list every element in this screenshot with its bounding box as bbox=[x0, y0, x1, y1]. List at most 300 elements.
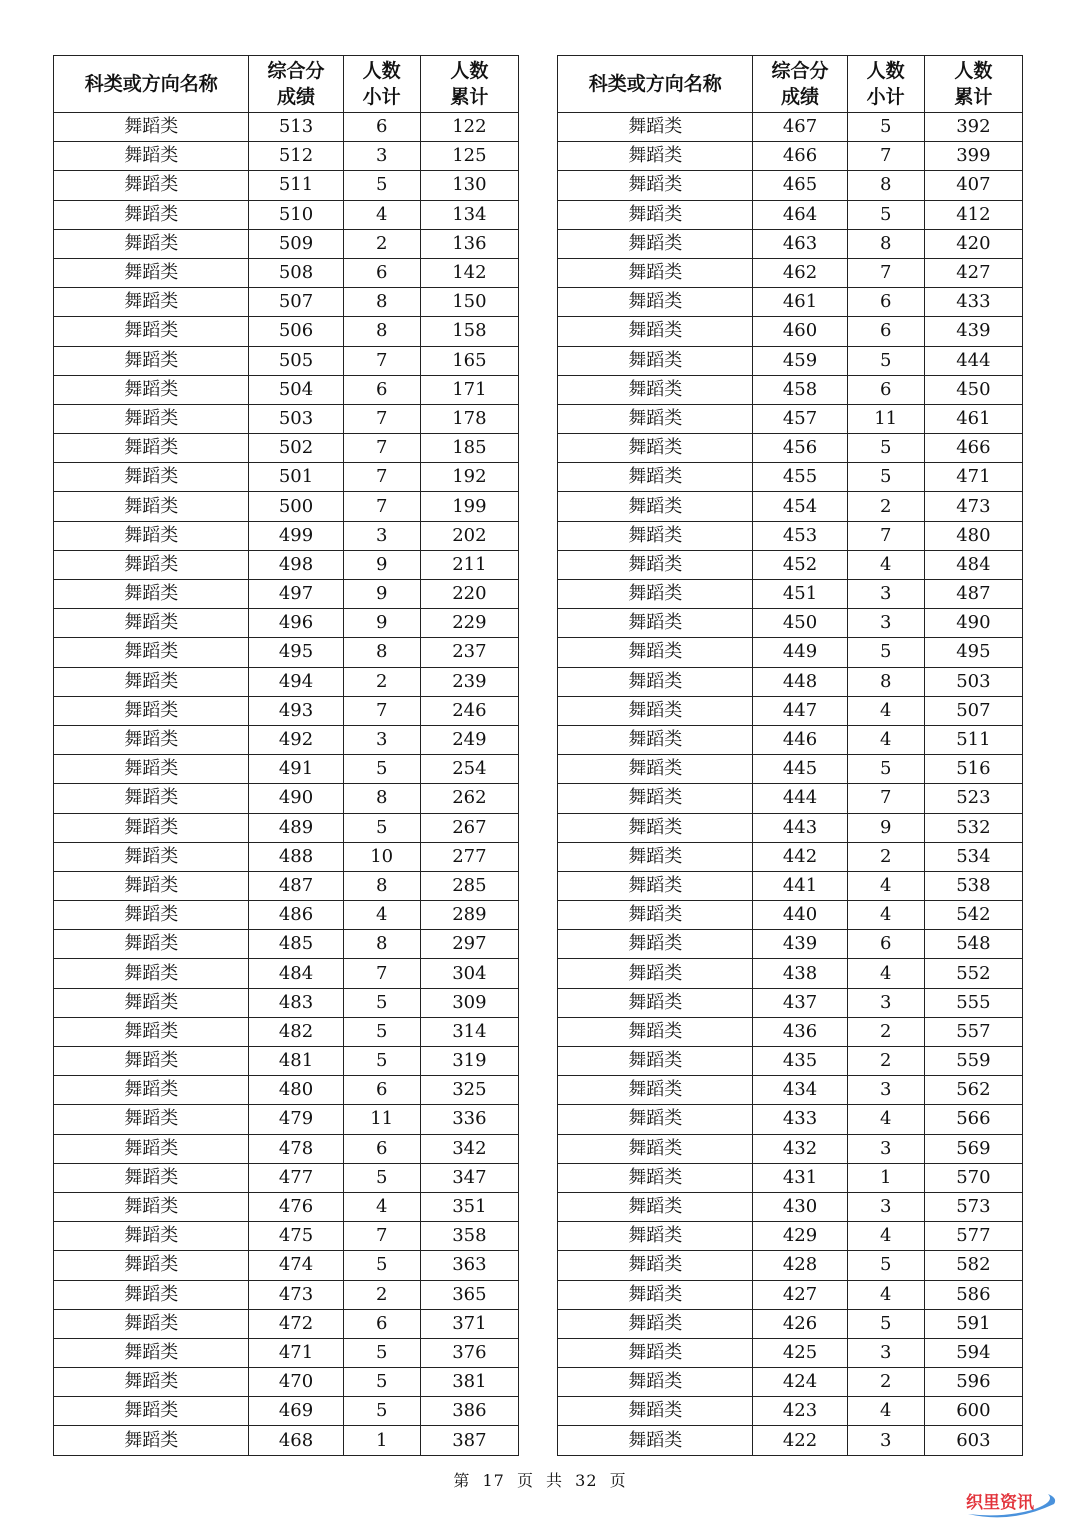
cell-score: 503 bbox=[249, 404, 343, 433]
cell-cumulative: 158 bbox=[420, 317, 518, 346]
cell-score: 487 bbox=[249, 871, 343, 900]
cell-subtotal: 8 bbox=[847, 667, 924, 696]
cell-subtotal: 7 bbox=[343, 346, 420, 375]
table-row bbox=[558, 492, 1023, 521]
cell-subtotal: 5 bbox=[847, 463, 924, 492]
score-table-left bbox=[53, 55, 519, 1456]
table-row bbox=[54, 492, 519, 521]
cell-category-name: 舞蹈类 bbox=[54, 171, 249, 200]
table-row bbox=[54, 113, 519, 142]
table-row bbox=[558, 434, 1023, 463]
cell-score: 458 bbox=[753, 375, 847, 404]
table-row bbox=[558, 346, 1023, 375]
cell-cumulative: 309 bbox=[420, 988, 518, 1017]
table-row bbox=[558, 1017, 1023, 1046]
cell-subtotal: 7 bbox=[343, 1222, 420, 1251]
cell-cumulative: 134 bbox=[420, 200, 518, 229]
cell-subtotal: 5 bbox=[847, 1251, 924, 1280]
cell-category-name: 舞蹈类 bbox=[558, 842, 753, 871]
cell-subtotal: 7 bbox=[343, 463, 420, 492]
cell-category-name: 舞蹈类 bbox=[558, 142, 753, 171]
cell-cumulative: 407 bbox=[924, 171, 1022, 200]
cell-cumulative: 552 bbox=[924, 959, 1022, 988]
cell-score: 492 bbox=[249, 725, 343, 754]
cell-subtotal: 8 bbox=[343, 871, 420, 900]
cell-cumulative: 171 bbox=[420, 375, 518, 404]
cell-category-name: 舞蹈类 bbox=[54, 317, 249, 346]
cell-subtotal: 3 bbox=[847, 1134, 924, 1163]
cell-score: 489 bbox=[249, 813, 343, 842]
cell-category-name: 舞蹈类 bbox=[54, 463, 249, 492]
cell-score: 506 bbox=[249, 317, 343, 346]
cell-cumulative: 319 bbox=[420, 1047, 518, 1076]
table-row bbox=[54, 930, 519, 959]
cell-cumulative: 211 bbox=[420, 550, 518, 579]
cell-subtotal: 7 bbox=[847, 142, 924, 171]
cell-subtotal: 8 bbox=[343, 784, 420, 813]
cell-score: 486 bbox=[249, 901, 343, 930]
cell-subtotal: 2 bbox=[847, 1047, 924, 1076]
cell-category-name: 舞蹈类 bbox=[558, 113, 753, 142]
table-row bbox=[558, 550, 1023, 579]
header-category-name bbox=[558, 56, 753, 113]
cell-cumulative: 246 bbox=[420, 696, 518, 725]
cell-subtotal: 3 bbox=[847, 580, 924, 609]
cell-subtotal: 5 bbox=[343, 1368, 420, 1397]
cell-score: 505 bbox=[249, 346, 343, 375]
table-body-right bbox=[558, 113, 1023, 1456]
cell-category-name: 舞蹈类 bbox=[54, 346, 249, 375]
cell-cumulative: 314 bbox=[420, 1017, 518, 1046]
table-row bbox=[558, 842, 1023, 871]
cell-subtotal: 9 bbox=[847, 813, 924, 842]
cell-subtotal: 3 bbox=[847, 609, 924, 638]
cell-category-name: 舞蹈类 bbox=[54, 434, 249, 463]
cell-subtotal: 6 bbox=[343, 1076, 420, 1105]
cell-category-name: 舞蹈类 bbox=[54, 988, 249, 1017]
cell-cumulative: 387 bbox=[420, 1426, 518, 1455]
cell-cumulative: 392 bbox=[924, 113, 1022, 142]
cell-cumulative: 185 bbox=[420, 434, 518, 463]
cell-cumulative: 365 bbox=[420, 1280, 518, 1309]
cell-cumulative: 538 bbox=[924, 871, 1022, 900]
cell-score: 463 bbox=[753, 229, 847, 258]
cell-score: 457 bbox=[753, 404, 847, 433]
table-row bbox=[558, 696, 1023, 725]
table-row bbox=[558, 1309, 1023, 1338]
cell-category-name: 舞蹈类 bbox=[558, 988, 753, 1017]
cell-category-name: 舞蹈类 bbox=[54, 1192, 249, 1221]
table-row bbox=[558, 1368, 1023, 1397]
cell-cumulative: 229 bbox=[420, 609, 518, 638]
cell-score: 464 bbox=[753, 200, 847, 229]
cell-score: 431 bbox=[753, 1163, 847, 1192]
cell-subtotal: 5 bbox=[343, 171, 420, 200]
cell-category-name: 舞蹈类 bbox=[558, 404, 753, 433]
cell-category-name: 舞蹈类 bbox=[54, 492, 249, 521]
table-row bbox=[54, 609, 519, 638]
cell-category-name: 舞蹈类 bbox=[558, 1309, 753, 1338]
cell-score: 435 bbox=[753, 1047, 847, 1076]
cell-score: 424 bbox=[753, 1368, 847, 1397]
table-row bbox=[54, 142, 519, 171]
cell-score: 461 bbox=[753, 288, 847, 317]
cell-category-name: 舞蹈类 bbox=[558, 171, 753, 200]
cell-subtotal: 8 bbox=[343, 930, 420, 959]
cell-cumulative: 461 bbox=[924, 404, 1022, 433]
table-row bbox=[558, 229, 1023, 258]
cell-subtotal: 11 bbox=[343, 1105, 420, 1134]
cell-score: 484 bbox=[249, 959, 343, 988]
cell-subtotal: 3 bbox=[847, 1338, 924, 1367]
cell-category-name: 舞蹈类 bbox=[54, 1426, 249, 1455]
cell-category-name: 舞蹈类 bbox=[54, 755, 249, 784]
table-row bbox=[54, 463, 519, 492]
cell-cumulative: 534 bbox=[924, 842, 1022, 871]
header-category-name-text: 科类或方向名称 bbox=[84, 73, 218, 95]
cell-subtotal: 5 bbox=[343, 1163, 420, 1192]
cell-score: 462 bbox=[753, 258, 847, 287]
cell-subtotal: 4 bbox=[343, 200, 420, 229]
cell-score: 512 bbox=[249, 142, 343, 171]
cell-category-name: 舞蹈类 bbox=[558, 609, 753, 638]
header-cumulative bbox=[420, 56, 518, 113]
cell-score: 508 bbox=[249, 258, 343, 287]
cell-cumulative: 573 bbox=[924, 1192, 1022, 1221]
table-row bbox=[558, 580, 1023, 609]
cell-cumulative: 548 bbox=[924, 930, 1022, 959]
table-row bbox=[54, 1251, 519, 1280]
cell-score: 422 bbox=[753, 1426, 847, 1455]
header-score-line1: 综合分 bbox=[267, 60, 325, 82]
cell-score: 430 bbox=[753, 1192, 847, 1221]
table-row bbox=[54, 696, 519, 725]
cell-score: 480 bbox=[249, 1076, 343, 1105]
table-row bbox=[558, 113, 1023, 142]
cell-cumulative: 480 bbox=[924, 521, 1022, 550]
cell-subtotal: 5 bbox=[847, 1309, 924, 1338]
page-footer bbox=[0, 1468, 1080, 1491]
table-row bbox=[54, 550, 519, 579]
table-row bbox=[54, 229, 519, 258]
table-row bbox=[558, 784, 1023, 813]
cell-category-name: 舞蹈类 bbox=[54, 375, 249, 404]
table-row bbox=[558, 609, 1023, 638]
cell-category-name: 舞蹈类 bbox=[54, 871, 249, 900]
cell-cumulative: 178 bbox=[420, 404, 518, 433]
cell-cumulative: 596 bbox=[924, 1368, 1022, 1397]
cell-subtotal: 7 bbox=[847, 258, 924, 287]
cell-score: 477 bbox=[249, 1163, 343, 1192]
cell-subtotal: 4 bbox=[847, 959, 924, 988]
cell-score: 439 bbox=[753, 930, 847, 959]
cell-subtotal: 2 bbox=[847, 1017, 924, 1046]
cell-cumulative: 192 bbox=[420, 463, 518, 492]
cell-score: 476 bbox=[249, 1192, 343, 1221]
cell-cumulative: 130 bbox=[420, 171, 518, 200]
cell-cumulative: 262 bbox=[420, 784, 518, 813]
cell-cumulative: 582 bbox=[924, 1251, 1022, 1280]
table-row bbox=[54, 1309, 519, 1338]
header-subtotal bbox=[847, 56, 924, 113]
cell-category-name: 舞蹈类 bbox=[558, 667, 753, 696]
cell-cumulative: 285 bbox=[420, 871, 518, 900]
cell-cumulative: 249 bbox=[420, 725, 518, 754]
cell-cumulative: 594 bbox=[924, 1338, 1022, 1367]
cell-cumulative: 371 bbox=[420, 1309, 518, 1338]
cell-cumulative: 487 bbox=[924, 580, 1022, 609]
cell-category-name: 舞蹈类 bbox=[54, 930, 249, 959]
cell-score: 467 bbox=[753, 113, 847, 142]
cell-cumulative: 412 bbox=[924, 200, 1022, 229]
cell-score: 497 bbox=[249, 580, 343, 609]
cell-category-name: 舞蹈类 bbox=[54, 1222, 249, 1251]
cell-subtotal: 9 bbox=[343, 580, 420, 609]
cell-cumulative: 484 bbox=[924, 550, 1022, 579]
cell-category-name: 舞蹈类 bbox=[558, 492, 753, 521]
table-row bbox=[558, 317, 1023, 346]
table-row bbox=[54, 638, 519, 667]
score-table-right bbox=[557, 55, 1023, 1456]
cell-score: 491 bbox=[249, 755, 343, 784]
cell-subtotal: 8 bbox=[847, 171, 924, 200]
cell-category-name: 舞蹈类 bbox=[558, 1426, 753, 1455]
cell-category-name: 舞蹈类 bbox=[54, 550, 249, 579]
cell-cumulative: 342 bbox=[420, 1134, 518, 1163]
cell-score: 472 bbox=[249, 1309, 343, 1338]
cell-cumulative: 325 bbox=[420, 1076, 518, 1105]
cell-category-name: 舞蹈类 bbox=[54, 258, 249, 287]
cell-score: 465 bbox=[753, 171, 847, 200]
cell-category-name: 舞蹈类 bbox=[54, 784, 249, 813]
cell-subtotal: 4 bbox=[847, 1280, 924, 1309]
cell-score: 501 bbox=[249, 463, 343, 492]
cell-cumulative: 202 bbox=[420, 521, 518, 550]
cell-category-name: 舞蹈类 bbox=[54, 959, 249, 988]
cell-score: 425 bbox=[753, 1338, 847, 1367]
cell-subtotal: 6 bbox=[343, 1309, 420, 1338]
cell-cumulative: 165 bbox=[420, 346, 518, 375]
cell-cumulative: 358 bbox=[420, 1222, 518, 1251]
cell-score: 444 bbox=[753, 784, 847, 813]
header-score-line1: 综合分 bbox=[771, 60, 829, 82]
cell-subtotal: 8 bbox=[847, 229, 924, 258]
cell-subtotal: 1 bbox=[847, 1163, 924, 1192]
header-subtotal-line1: 人数 bbox=[866, 60, 905, 82]
cell-category-name: 舞蹈类 bbox=[558, 1338, 753, 1367]
header-subtotal-line2: 小计 bbox=[362, 86, 401, 108]
cell-category-name: 舞蹈类 bbox=[54, 288, 249, 317]
cell-score: 446 bbox=[753, 725, 847, 754]
header-cumulative-line2: 累计 bbox=[954, 86, 993, 108]
cell-cumulative: 420 bbox=[924, 229, 1022, 258]
header-cumulative-line1: 人数 bbox=[450, 60, 489, 82]
header-subtotal-line2: 小计 bbox=[866, 86, 905, 108]
table-row bbox=[558, 725, 1023, 754]
cell-category-name: 舞蹈类 bbox=[558, 580, 753, 609]
table-row bbox=[54, 521, 519, 550]
cell-cumulative: 122 bbox=[420, 113, 518, 142]
cell-category-name: 舞蹈类 bbox=[558, 1192, 753, 1221]
table-row bbox=[54, 1047, 519, 1076]
cell-category-name: 舞蹈类 bbox=[54, 1017, 249, 1046]
table-row bbox=[558, 1105, 1023, 1134]
table-row bbox=[558, 258, 1023, 287]
table-row bbox=[54, 755, 519, 784]
cell-score: 443 bbox=[753, 813, 847, 842]
cell-subtotal: 5 bbox=[343, 1251, 420, 1280]
cell-category-name: 舞蹈类 bbox=[54, 1251, 249, 1280]
cell-category-name: 舞蹈类 bbox=[54, 229, 249, 258]
cell-cumulative: 569 bbox=[924, 1134, 1022, 1163]
table-row bbox=[54, 784, 519, 813]
cell-subtotal: 3 bbox=[847, 1076, 924, 1105]
table-row bbox=[54, 1426, 519, 1455]
table-row bbox=[54, 871, 519, 900]
cell-cumulative: 600 bbox=[924, 1397, 1022, 1426]
cell-subtotal: 5 bbox=[343, 813, 420, 842]
cell-cumulative: 555 bbox=[924, 988, 1022, 1017]
cell-cumulative: 511 bbox=[924, 725, 1022, 754]
cell-score: 490 bbox=[249, 784, 343, 813]
cell-score: 450 bbox=[753, 609, 847, 638]
cell-score: 471 bbox=[249, 1338, 343, 1367]
cell-category-name: 舞蹈类 bbox=[558, 1134, 753, 1163]
cell-subtotal: 6 bbox=[343, 375, 420, 404]
cell-category-name: 舞蹈类 bbox=[558, 434, 753, 463]
cell-category-name: 舞蹈类 bbox=[54, 580, 249, 609]
cell-score: 441 bbox=[753, 871, 847, 900]
cell-subtotal: 3 bbox=[847, 1426, 924, 1455]
cell-subtotal: 5 bbox=[343, 1338, 420, 1367]
cell-category-name: 舞蹈类 bbox=[558, 317, 753, 346]
cell-category-name: 舞蹈类 bbox=[54, 404, 249, 433]
table-row bbox=[558, 1163, 1023, 1192]
table-row bbox=[558, 142, 1023, 171]
cell-score: 466 bbox=[753, 142, 847, 171]
cell-cumulative: 450 bbox=[924, 375, 1022, 404]
cell-score: 511 bbox=[249, 171, 343, 200]
cell-category-name: 舞蹈类 bbox=[54, 696, 249, 725]
cell-cumulative: 557 bbox=[924, 1017, 1022, 1046]
table-row bbox=[54, 667, 519, 696]
cell-category-name: 舞蹈类 bbox=[54, 1397, 249, 1426]
cell-cumulative: 277 bbox=[420, 842, 518, 871]
cell-category-name: 舞蹈类 bbox=[54, 113, 249, 142]
cell-category-name: 舞蹈类 bbox=[558, 1076, 753, 1105]
cell-subtotal: 5 bbox=[343, 1397, 420, 1426]
cell-category-name: 舞蹈类 bbox=[558, 229, 753, 258]
cell-cumulative: 603 bbox=[924, 1426, 1022, 1455]
cell-score: 451 bbox=[753, 580, 847, 609]
cell-score: 475 bbox=[249, 1222, 343, 1251]
header-cumulative-line1: 人数 bbox=[954, 60, 993, 82]
cell-cumulative: 220 bbox=[420, 580, 518, 609]
cell-cumulative: 399 bbox=[924, 142, 1022, 171]
cell-cumulative: 577 bbox=[924, 1222, 1022, 1251]
table-row bbox=[54, 1368, 519, 1397]
cell-score: 423 bbox=[753, 1397, 847, 1426]
table-row bbox=[558, 1397, 1023, 1426]
cell-category-name: 舞蹈类 bbox=[558, 1163, 753, 1192]
cell-cumulative: 237 bbox=[420, 638, 518, 667]
cell-score: 440 bbox=[753, 901, 847, 930]
cell-cumulative: 516 bbox=[924, 755, 1022, 784]
cell-subtotal: 4 bbox=[343, 901, 420, 930]
table-row bbox=[558, 200, 1023, 229]
cell-subtotal: 5 bbox=[847, 200, 924, 229]
cell-subtotal: 2 bbox=[847, 842, 924, 871]
cell-cumulative: 125 bbox=[420, 142, 518, 171]
cell-subtotal: 5 bbox=[847, 638, 924, 667]
cell-cumulative: 466 bbox=[924, 434, 1022, 463]
watermark-logo bbox=[962, 1484, 1062, 1520]
cell-score: 502 bbox=[249, 434, 343, 463]
cell-subtotal: 6 bbox=[343, 258, 420, 287]
cell-subtotal: 5 bbox=[847, 434, 924, 463]
cell-category-name: 舞蹈类 bbox=[558, 959, 753, 988]
cell-category-name: 舞蹈类 bbox=[54, 200, 249, 229]
cell-score: 494 bbox=[249, 667, 343, 696]
cell-score: 426 bbox=[753, 1309, 847, 1338]
cell-score: 438 bbox=[753, 959, 847, 988]
cell-category-name: 舞蹈类 bbox=[558, 1368, 753, 1397]
cell-score: 481 bbox=[249, 1047, 343, 1076]
cell-score: 473 bbox=[249, 1280, 343, 1309]
cell-category-name: 舞蹈类 bbox=[558, 813, 753, 842]
cell-category-name: 舞蹈类 bbox=[54, 842, 249, 871]
footer-suffix: 页 bbox=[609, 1471, 627, 1490]
table-row bbox=[558, 1280, 1023, 1309]
cell-score: 510 bbox=[249, 200, 343, 229]
cell-score: 453 bbox=[753, 521, 847, 550]
cell-score: 485 bbox=[249, 930, 343, 959]
cell-category-name: 舞蹈类 bbox=[54, 1338, 249, 1367]
cell-subtotal: 9 bbox=[343, 550, 420, 579]
cell-category-name: 舞蹈类 bbox=[54, 1076, 249, 1105]
cell-category-name: 舞蹈类 bbox=[558, 258, 753, 287]
cell-subtotal: 3 bbox=[343, 725, 420, 754]
table-row bbox=[558, 755, 1023, 784]
cell-subtotal: 2 bbox=[343, 667, 420, 696]
table-row bbox=[558, 1222, 1023, 1251]
footer-page-word: 页 bbox=[516, 1471, 534, 1490]
header-category-name-text: 科类或方向名称 bbox=[588, 73, 722, 95]
cell-score: 434 bbox=[753, 1076, 847, 1105]
cell-cumulative: 267 bbox=[420, 813, 518, 842]
cell-cumulative: 559 bbox=[924, 1047, 1022, 1076]
cell-cumulative: 239 bbox=[420, 667, 518, 696]
table-row bbox=[54, 725, 519, 754]
cell-category-name: 舞蹈类 bbox=[54, 142, 249, 171]
table-header-row bbox=[558, 56, 1023, 113]
cell-cumulative: 351 bbox=[420, 1192, 518, 1221]
header-category-name bbox=[54, 56, 249, 113]
cell-subtotal: 2 bbox=[343, 1280, 420, 1309]
cell-subtotal: 6 bbox=[343, 113, 420, 142]
table-row bbox=[54, 404, 519, 433]
cell-score: 488 bbox=[249, 842, 343, 871]
table-row bbox=[54, 842, 519, 871]
cell-subtotal: 6 bbox=[847, 375, 924, 404]
cell-cumulative: 532 bbox=[924, 813, 1022, 842]
footer-prefix: 第 bbox=[453, 1471, 471, 1490]
cell-subtotal: 8 bbox=[343, 288, 420, 317]
header-score bbox=[753, 56, 847, 113]
cell-subtotal: 3 bbox=[847, 988, 924, 1017]
table-row bbox=[54, 258, 519, 287]
table-row bbox=[558, 1192, 1023, 1221]
